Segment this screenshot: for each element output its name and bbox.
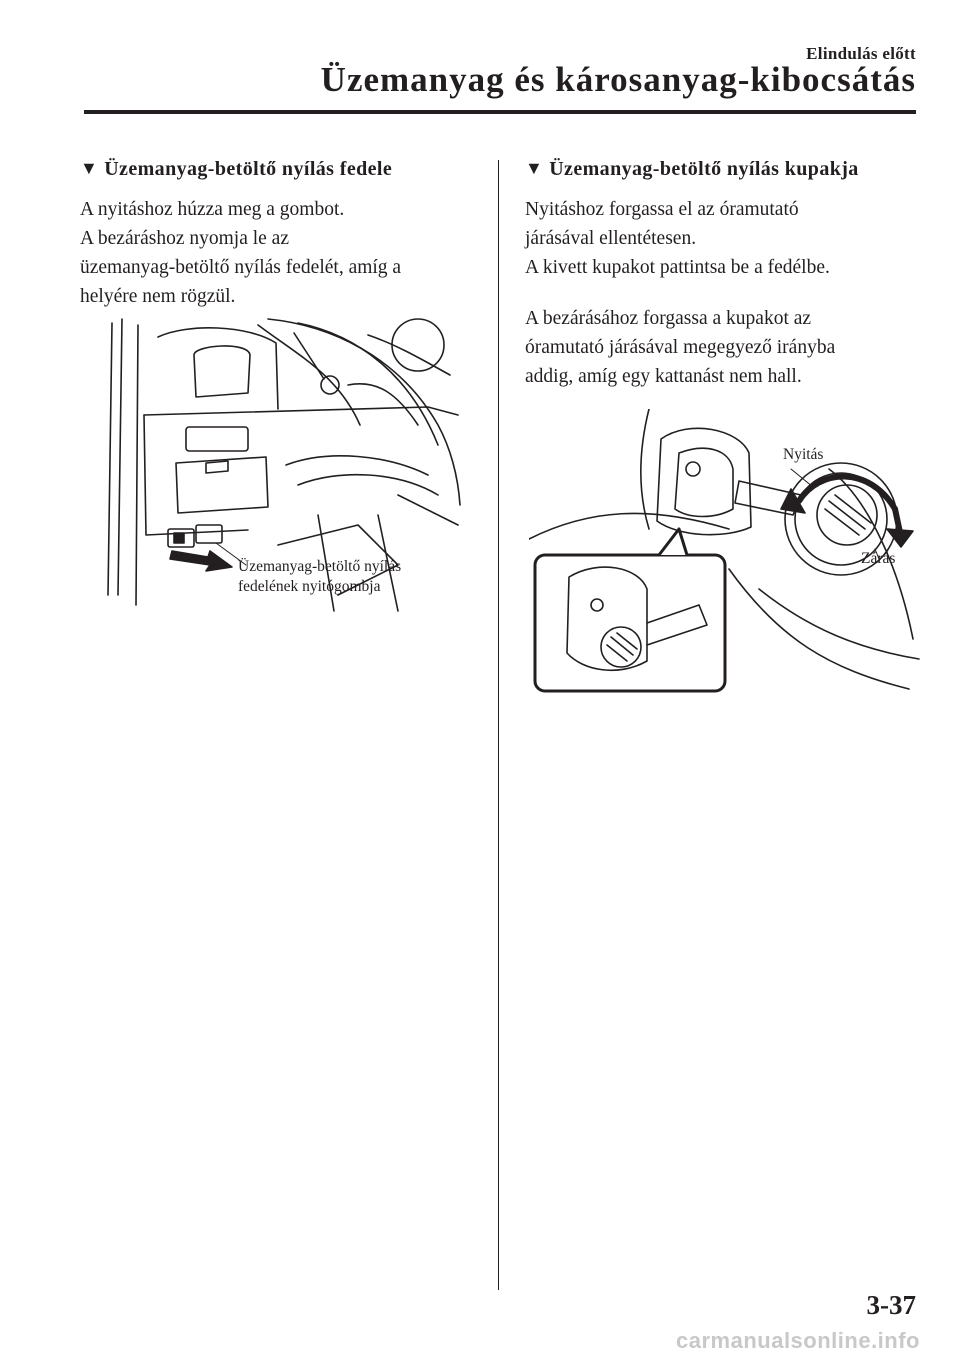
right-paragraph-1: Nyitáshoz forgassa el az óramutató [525,199,799,220]
left-paragraph-3: üzemanyag-betöltő nyílás fedelét, amíg a [80,257,402,278]
fuel-lid-opener-figure [98,315,468,615]
header-rule [84,110,916,114]
right-paragraph-3: A kivett kupakot pattintsa be a fedélbe. [525,257,830,278]
triangle-down-icon: ▼ [80,158,99,178]
right-column [525,158,925,699]
left-heading-text: Üzemanyag-betöltő nyílás fedele [104,158,393,180]
page-number: 3-37 [866,1290,916,1320]
close-label: Zárás [861,550,896,567]
left-column [80,158,480,615]
right-paragraph-5: óramutató járásával megegyező irányba [525,337,836,358]
open-label: Nyitás [783,446,824,463]
left-heading [80,158,480,181]
watermark: carmanualsonline.info [676,1328,920,1353]
triangle-down-icon: ▼ [525,158,544,178]
right-heading [525,158,925,181]
column-divider [498,160,499,1290]
fuel-cap-figure [529,409,929,699]
chapter-title: Elindulás előtt [806,44,916,63]
left-paragraph-4: helyére nem rögzül. [80,286,236,307]
opener-label [238,557,401,597]
right-paragraph-4: A bezárásához forgassa a kupakot az [525,308,812,329]
section-title: Üzemanyag és károsanyag-kibocsátás [320,60,916,99]
left-paragraph-1: A nyitáshoz húzza meg a gombot. [80,199,345,220]
right-paragraph-6: addig, amíg egy kattanást nem hall. [525,366,802,387]
right-heading-text: Üzemanyag-betöltő nyílás kupakja [549,158,859,180]
opener-label-line-2: fedelének nyitógombja [238,578,381,595]
left-paragraph-2: A bezáráshoz nyomja le az [80,228,289,249]
right-paragraph-2: járásával ellentétesen. [525,228,697,249]
opener-label-line-1: Üzemanyag-betöltő nyílás [238,558,402,575]
